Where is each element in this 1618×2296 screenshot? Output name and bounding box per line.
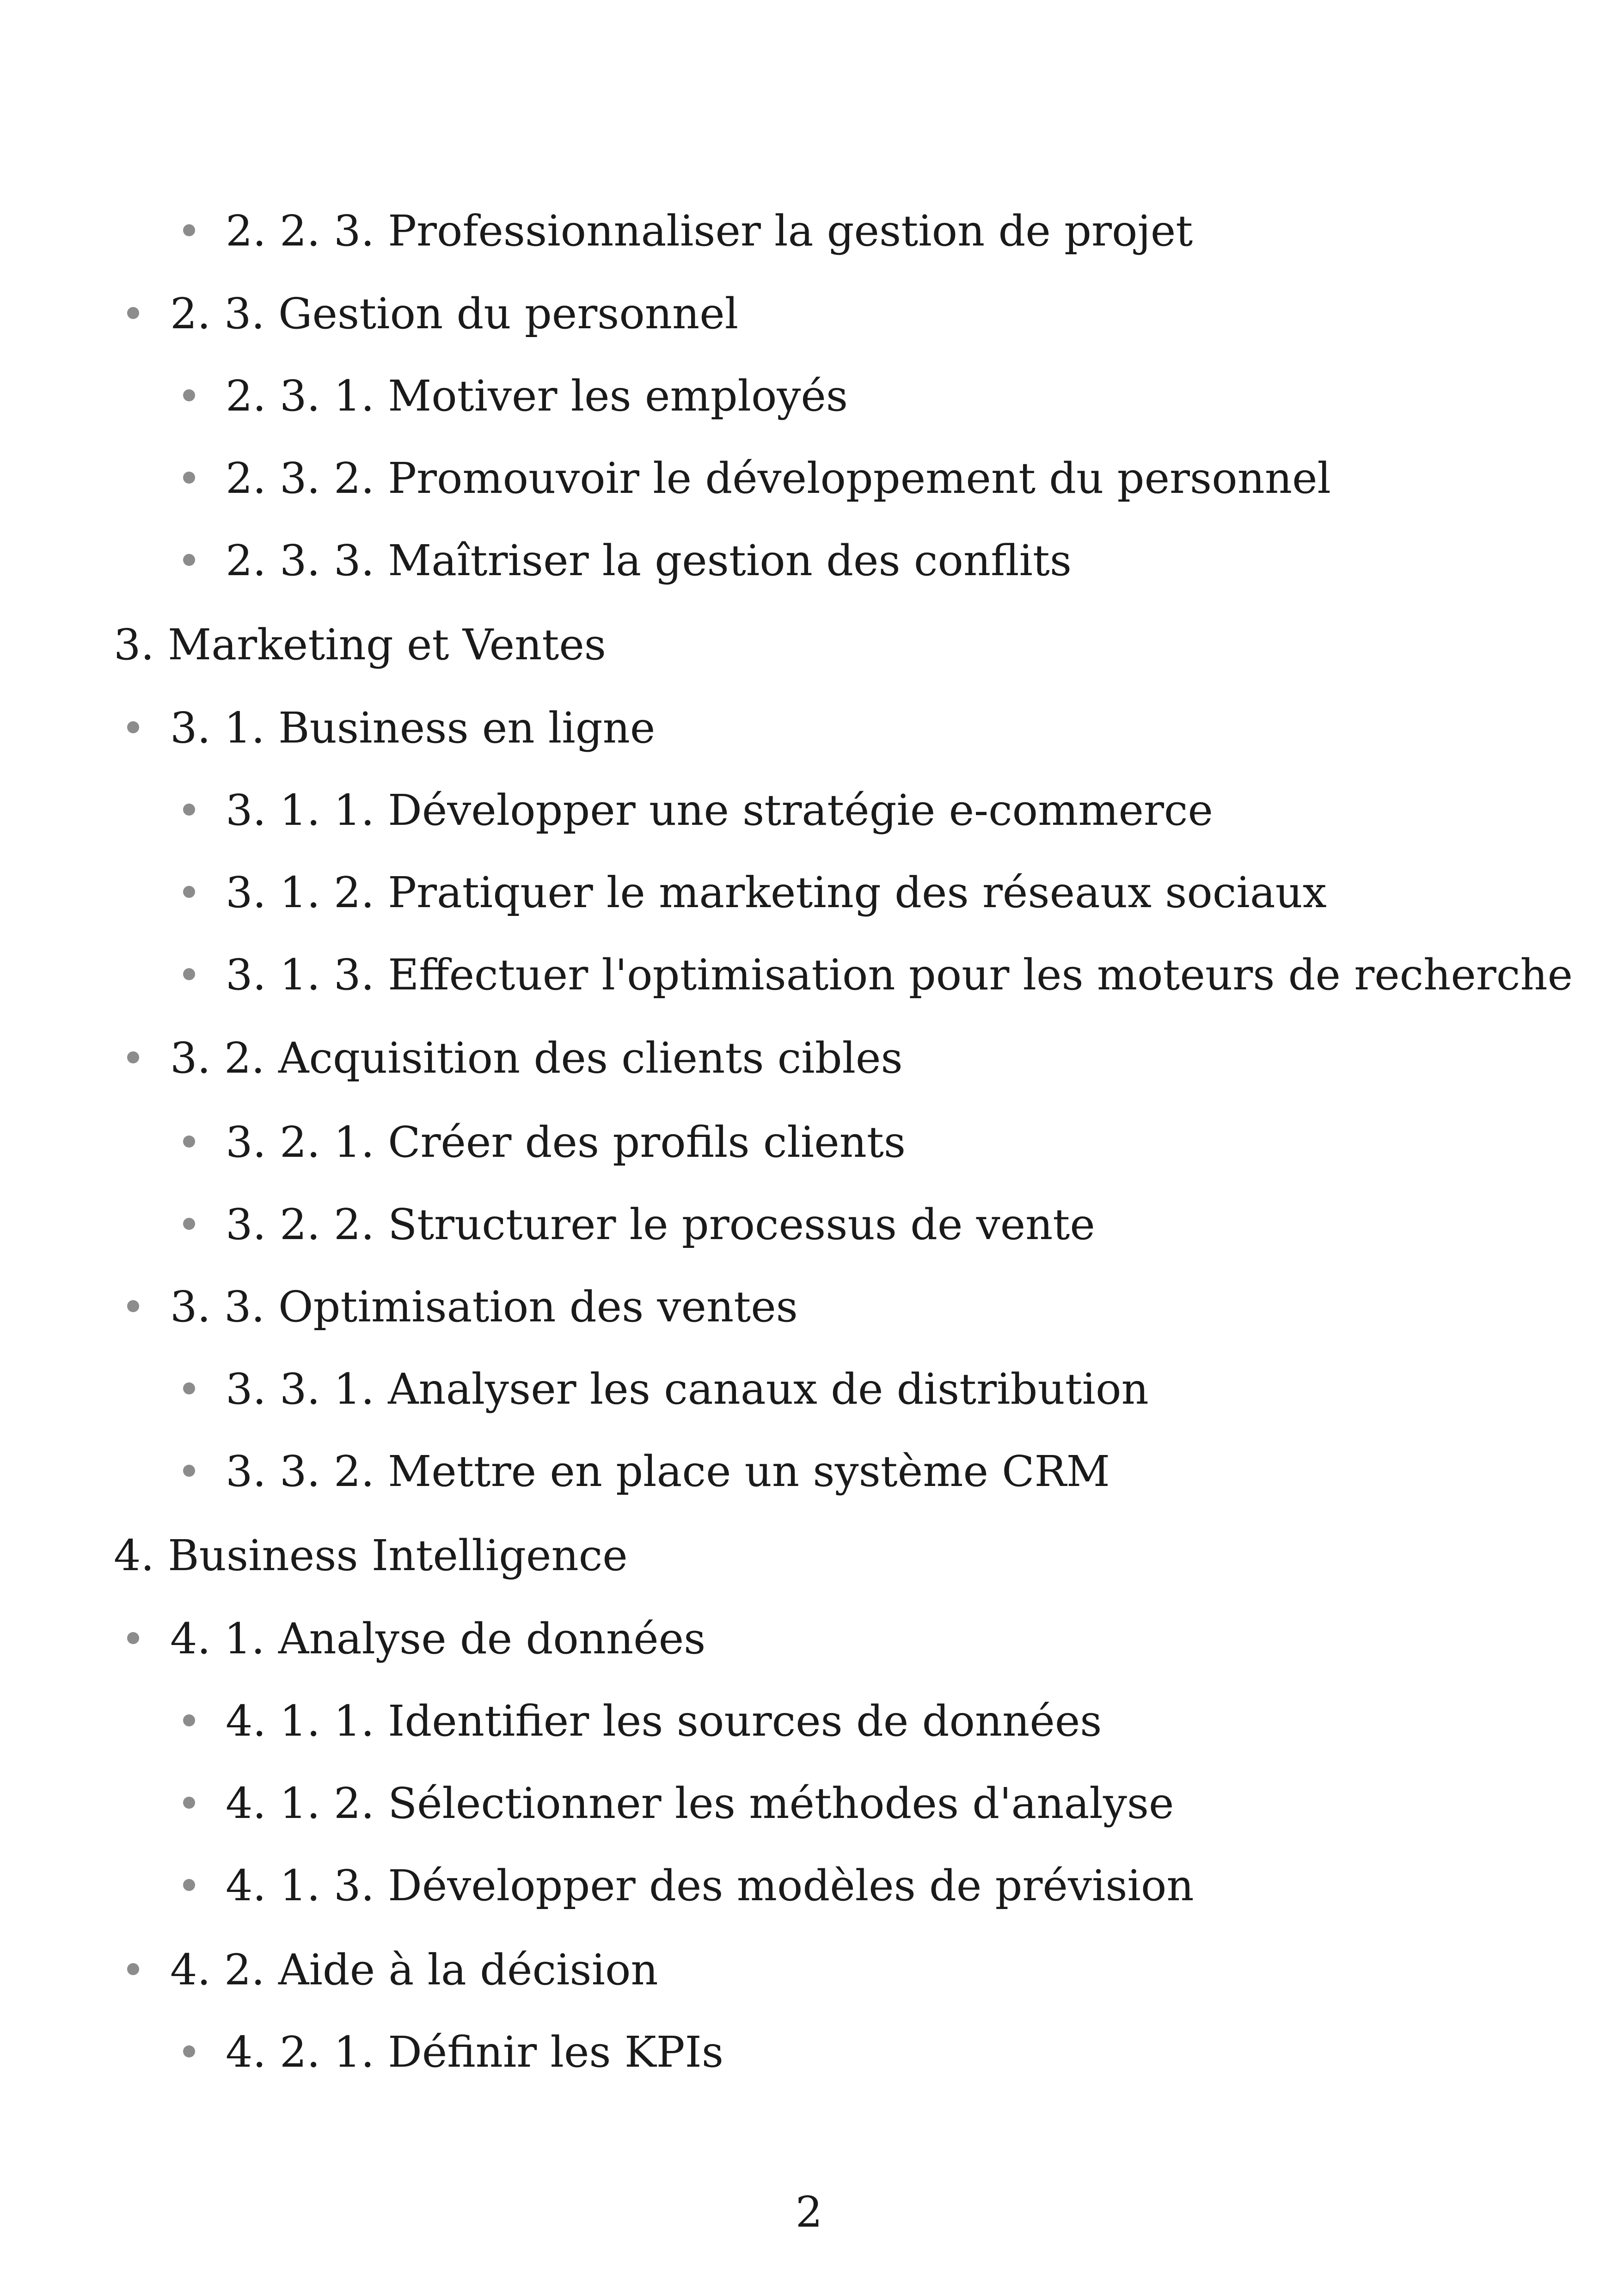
outline-item-text: 4. 1. 1. Identifier les sources de données — [226, 1696, 1102, 1746]
page-number: 2 — [795, 2187, 823, 2237]
bullet-icon — [183, 886, 195, 898]
outline-item-4-1-1 — [0, 1696, 1618, 1747]
bullet-icon — [183, 1465, 195, 1477]
outline-item-text: 2. 3. 2. Promouvoir le développement du personnel — [226, 454, 1331, 503]
outline-item-text: 3. 1. 3. Effectuer l'optimisation pour les moteurs de recherche — [226, 950, 1573, 1000]
outline-item-3-1-3 — [0, 950, 1618, 1001]
outline-item-text: 3. 3. 2. Mettre en place un système CRM — [226, 1447, 1110, 1496]
outline-section-4 — [0, 1530, 1618, 1581]
bullet-icon — [183, 389, 195, 401]
bullet-icon — [183, 804, 195, 816]
outline-item-text: 3. 1. 1. Développer une stratégie e-commerce — [226, 786, 1213, 835]
bullet-icon — [183, 224, 195, 236]
outline-section-3 — [0, 620, 1618, 670]
bullet-icon — [183, 472, 195, 484]
outline-item-text: 4. 1. Analyse de données — [170, 1614, 706, 1664]
bullet-icon — [127, 1300, 139, 1312]
bullet-icon — [127, 1963, 139, 1975]
outline-item-text: 3. 2. 2. Structurer le processus de vente — [226, 1200, 1095, 1249]
outline-item-4-1 — [0, 1614, 1618, 1664]
bullet-icon — [183, 1879, 195, 1891]
outline-item-text: 4. 1. 2. Sélectionner les méthodes d'analyse — [226, 1779, 1174, 1828]
outline-item-2-2-3 — [0, 206, 1618, 257]
bullet-icon — [127, 1051, 139, 1063]
outline-item-text: 3. 1. Business en ligne — [170, 703, 656, 753]
bullet-icon — [183, 2045, 195, 2057]
outline-item-4-2-1 — [0, 2027, 1618, 2078]
bullet-icon — [127, 1632, 139, 1644]
outline-item-text: 3. 3. 1. Analyser les canaux de distribution — [226, 1364, 1149, 1414]
outline-item-text: 2. 3. 3. Maîtriser la gestion des conflits — [226, 536, 1072, 585]
outline-item-text: 3. 2. 1. Créer des profils clients — [226, 1117, 906, 1167]
bullet-icon — [183, 968, 195, 980]
outline-item-3-3 — [0, 1282, 1618, 1332]
outline-item-text: 3. 3. Optimisation des ventes — [170, 1282, 798, 1332]
outline-item-text: 4. 2. Aide à la décision — [170, 1945, 658, 1995]
section-heading: 4. Business Intelligence — [114, 1531, 628, 1580]
section-heading: 3. Marketing et Ventes — [114, 620, 607, 669]
outline-item-2-3-2 — [0, 453, 1618, 504]
outline-item-4-2 — [0, 1945, 1618, 1995]
bullet-icon — [183, 1136, 195, 1148]
outline-item-3-1-2 — [0, 867, 1618, 918]
outline-item-3-2-1 — [0, 1117, 1618, 1168]
outline-item-3-3-1 — [0, 1364, 1618, 1415]
outline-item-text: 3. 1. 2. Pratiquer le marketing des réseaux sociaux — [226, 868, 1327, 917]
bullet-icon — [127, 721, 139, 733]
outline-item-text: 4. 1. 3. Développer des modèles de prévision — [226, 1861, 1194, 1910]
outline-item-3-3-2 — [0, 1446, 1618, 1497]
outline-item-text: 2. 3. Gestion du personnel — [170, 289, 739, 338]
bullet-icon — [183, 554, 195, 566]
outline-item-text: 3. 2. Acquisition des clients cibles — [170, 1033, 903, 1083]
outline-item-2-3-1 — [0, 371, 1618, 422]
bullet-icon — [127, 307, 139, 319]
outline-item-4-1-2 — [0, 1778, 1618, 1829]
outline-item-3-2 — [0, 1033, 1618, 1084]
outline-item-text: 2. 2. 3. Professionnaliser la gestion de projet — [226, 206, 1193, 256]
outline-item-3-1 — [0, 703, 1618, 754]
bullet-icon — [183, 1382, 195, 1394]
outline-item-text: 2. 3. 1. Motiver les employés — [226, 371, 848, 421]
outline-item-3-2-2 — [0, 1199, 1618, 1250]
outline-item-text: 4. 2. 1. Définir les KPIs — [226, 2027, 724, 2077]
outline-item-4-1-3 — [0, 1860, 1618, 1911]
bullet-icon — [183, 1218, 195, 1230]
outline-item-2-3-3 — [0, 535, 1618, 586]
bullet-icon — [183, 1797, 195, 1809]
bullet-icon — [183, 1714, 195, 1726]
outline-item-3-1-1 — [0, 785, 1618, 836]
outline-item-2-3 — [0, 289, 1618, 339]
